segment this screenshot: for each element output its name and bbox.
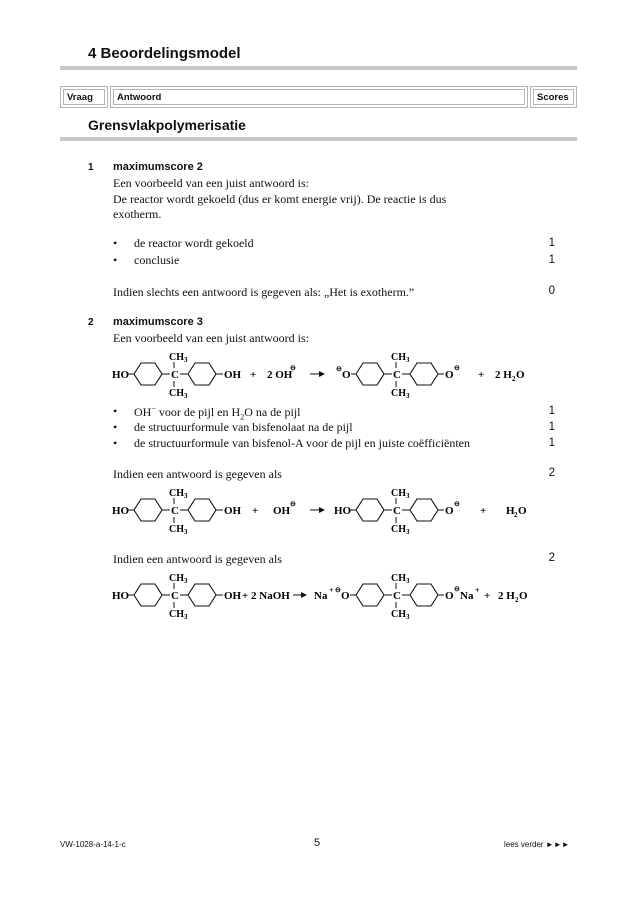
svg-text:3: 3 — [184, 528, 188, 534]
criterion-text: conclusie — [134, 253, 180, 267]
column-header-scores: Scores — [530, 86, 577, 108]
svg-text:O: O — [518, 505, 527, 517]
title-divider — [60, 66, 577, 70]
bullet: • — [113, 404, 118, 418]
criterion-score: 1 — [548, 421, 555, 433]
bullet: • — [113, 236, 118, 250]
bullet: • — [113, 436, 118, 450]
svg-text:HO: HO — [334, 505, 352, 517]
svg-text:OH: OH — [224, 590, 242, 602]
svg-text:3: 3 — [406, 356, 410, 364]
svg-text:CH: CH — [169, 573, 184, 584]
svg-text:3: 3 — [184, 392, 188, 398]
svg-text:O: O — [342, 369, 351, 381]
criterion-score: 1 — [548, 437, 555, 449]
criterion-score: 1 — [548, 405, 555, 417]
svg-text:+: + — [478, 369, 485, 381]
reaction-equation-alt2 — [110, 569, 540, 619]
svg-text:3: 3 — [184, 613, 188, 619]
svg-text:OH: OH — [224, 369, 242, 381]
svg-text:O: O — [519, 590, 528, 602]
criterion-text: de structuurformule van bisfenol-A voor de pijl en juiste coëfficiënten — [134, 436, 471, 450]
svg-text:+ 2 NaOH: + 2 NaOH — [242, 590, 290, 602]
page-number: 5 — [314, 837, 321, 849]
svg-text:3: 3 — [184, 356, 188, 364]
svg-text:3: 3 — [406, 492, 410, 500]
note-text: Indien slechts een antwoord is gegeven als: „Het is exotherm.” — [113, 285, 415, 299]
svg-text:2: 2 — [514, 511, 518, 519]
bullet: • — [113, 420, 118, 434]
question-number: 1 — [88, 162, 94, 173]
svg-text:C: C — [171, 369, 179, 381]
svg-text:+: + — [252, 505, 259, 517]
criterion-text: de structuurformule van bisfenolaat na de pijl — [134, 420, 353, 434]
svg-text:CH: CH — [169, 488, 184, 499]
svg-text:3: 3 — [406, 613, 410, 619]
document-code: VW-1028-a-14-1-c — [60, 840, 126, 849]
criterion-score: 1 — [548, 237, 555, 249]
svg-text:CH: CH — [169, 388, 184, 398]
svg-text:2: 2 — [512, 375, 516, 383]
svg-text:CH: CH — [391, 524, 406, 534]
svg-text:2: 2 — [515, 596, 519, 604]
svg-text:2 OH: 2 OH — [267, 369, 293, 381]
svg-text:CH: CH — [391, 352, 406, 363]
bullet: • — [113, 253, 118, 267]
svg-text:Na: Na — [460, 590, 474, 602]
note-score: 0 — [548, 285, 555, 297]
svg-text:CH: CH — [391, 388, 406, 398]
column-header-vraag: Vraag — [60, 86, 108, 108]
svg-text:3: 3 — [406, 392, 410, 398]
svg-text:HO: HO — [112, 505, 130, 517]
svg-text:O: O — [341, 590, 350, 602]
criterion-score: 1 — [548, 254, 555, 266]
alternative-score: 2 — [548, 552, 555, 564]
question-heading: maximumscore 2 — [113, 161, 203, 173]
svg-text:O: O — [445, 369, 454, 381]
reaction-equation-correct — [110, 348, 540, 398]
answer-intro: Een voorbeeld van een juist antwoord is: — [113, 331, 309, 345]
svg-text:Na: Na — [314, 590, 328, 602]
svg-text:CH: CH — [169, 609, 184, 619]
svg-text:OH: OH — [224, 505, 242, 517]
svg-text:⊖: ⊖ — [454, 364, 460, 372]
svg-text:C: C — [171, 590, 179, 602]
svg-text:2 H: 2 H — [498, 590, 515, 602]
svg-text:⊖: ⊖ — [290, 500, 296, 508]
continue-label: lees verder ►►► — [504, 840, 570, 849]
alternative-text: Indien een antwoord is gegeven als — [113, 552, 282, 566]
reaction-equation-alt1 — [110, 484, 540, 534]
svg-text:C: C — [393, 369, 401, 381]
svg-text:⊖: ⊖ — [336, 365, 342, 373]
svg-text:⊖: ⊖ — [290, 364, 296, 372]
svg-text:CH: CH — [169, 524, 184, 534]
svg-text:+: + — [250, 369, 257, 381]
svg-text:3: 3 — [406, 528, 410, 534]
svg-text:⊖: ⊖ — [454, 500, 460, 508]
svg-text:CH: CH — [391, 573, 406, 584]
svg-text:3: 3 — [184, 577, 188, 585]
criterion-text: OH− voor de pijl en $H_2O$ na de pijl — [134, 404, 301, 422]
section-title: Grensvlakpolymerisatie — [88, 117, 246, 133]
formula-ho: HO — [112, 369, 130, 381]
question-number: 2 — [88, 317, 94, 328]
svg-text:+: + — [329, 586, 334, 595]
section-divider — [60, 137, 577, 141]
svg-text:OH: OH — [273, 505, 291, 517]
svg-text:H: H — [506, 505, 515, 517]
svg-text:O: O — [516, 369, 525, 381]
svg-text:CH: CH — [391, 488, 406, 499]
svg-text:HO: HO — [112, 590, 130, 602]
page-title: 4 Beoordelingsmodel — [88, 45, 241, 62]
alternative-score: 2 — [548, 467, 555, 479]
criterion-text: de reactor wordt gekoeld — [134, 236, 254, 250]
svg-text:O: O — [445, 505, 454, 517]
svg-text:+: + — [475, 586, 480, 595]
svg-text:C: C — [393, 590, 401, 602]
svg-text:+: + — [484, 590, 491, 602]
column-header-antwoord: Antwoord — [110, 86, 528, 108]
answer-line: De reactor wordt gekoeld (dus er komt energie vrij). De reactie is dus — [113, 192, 447, 206]
alternative-text: Indien een antwoord is gegeven als — [113, 467, 282, 481]
svg-text:2 H: 2 H — [495, 369, 512, 381]
svg-text:O: O — [445, 590, 454, 602]
svg-text:⊖: ⊖ — [335, 586, 341, 594]
svg-text:C: C — [171, 505, 179, 517]
svg-text:⊖: ⊖ — [454, 585, 460, 593]
svg-text:C: C — [393, 505, 401, 517]
answer-intro: Een voorbeeld van een juist antwoord is: — [113, 176, 309, 190]
svg-text:+: + — [480, 505, 487, 517]
svg-text:3: 3 — [406, 577, 410, 585]
svg-text:CH: CH — [391, 609, 406, 619]
answer-line: exotherm. — [113, 207, 162, 221]
svg-text:3: 3 — [184, 492, 188, 500]
svg-text:CH: CH — [169, 352, 184, 363]
question-heading: maximumscore 3 — [113, 316, 203, 328]
